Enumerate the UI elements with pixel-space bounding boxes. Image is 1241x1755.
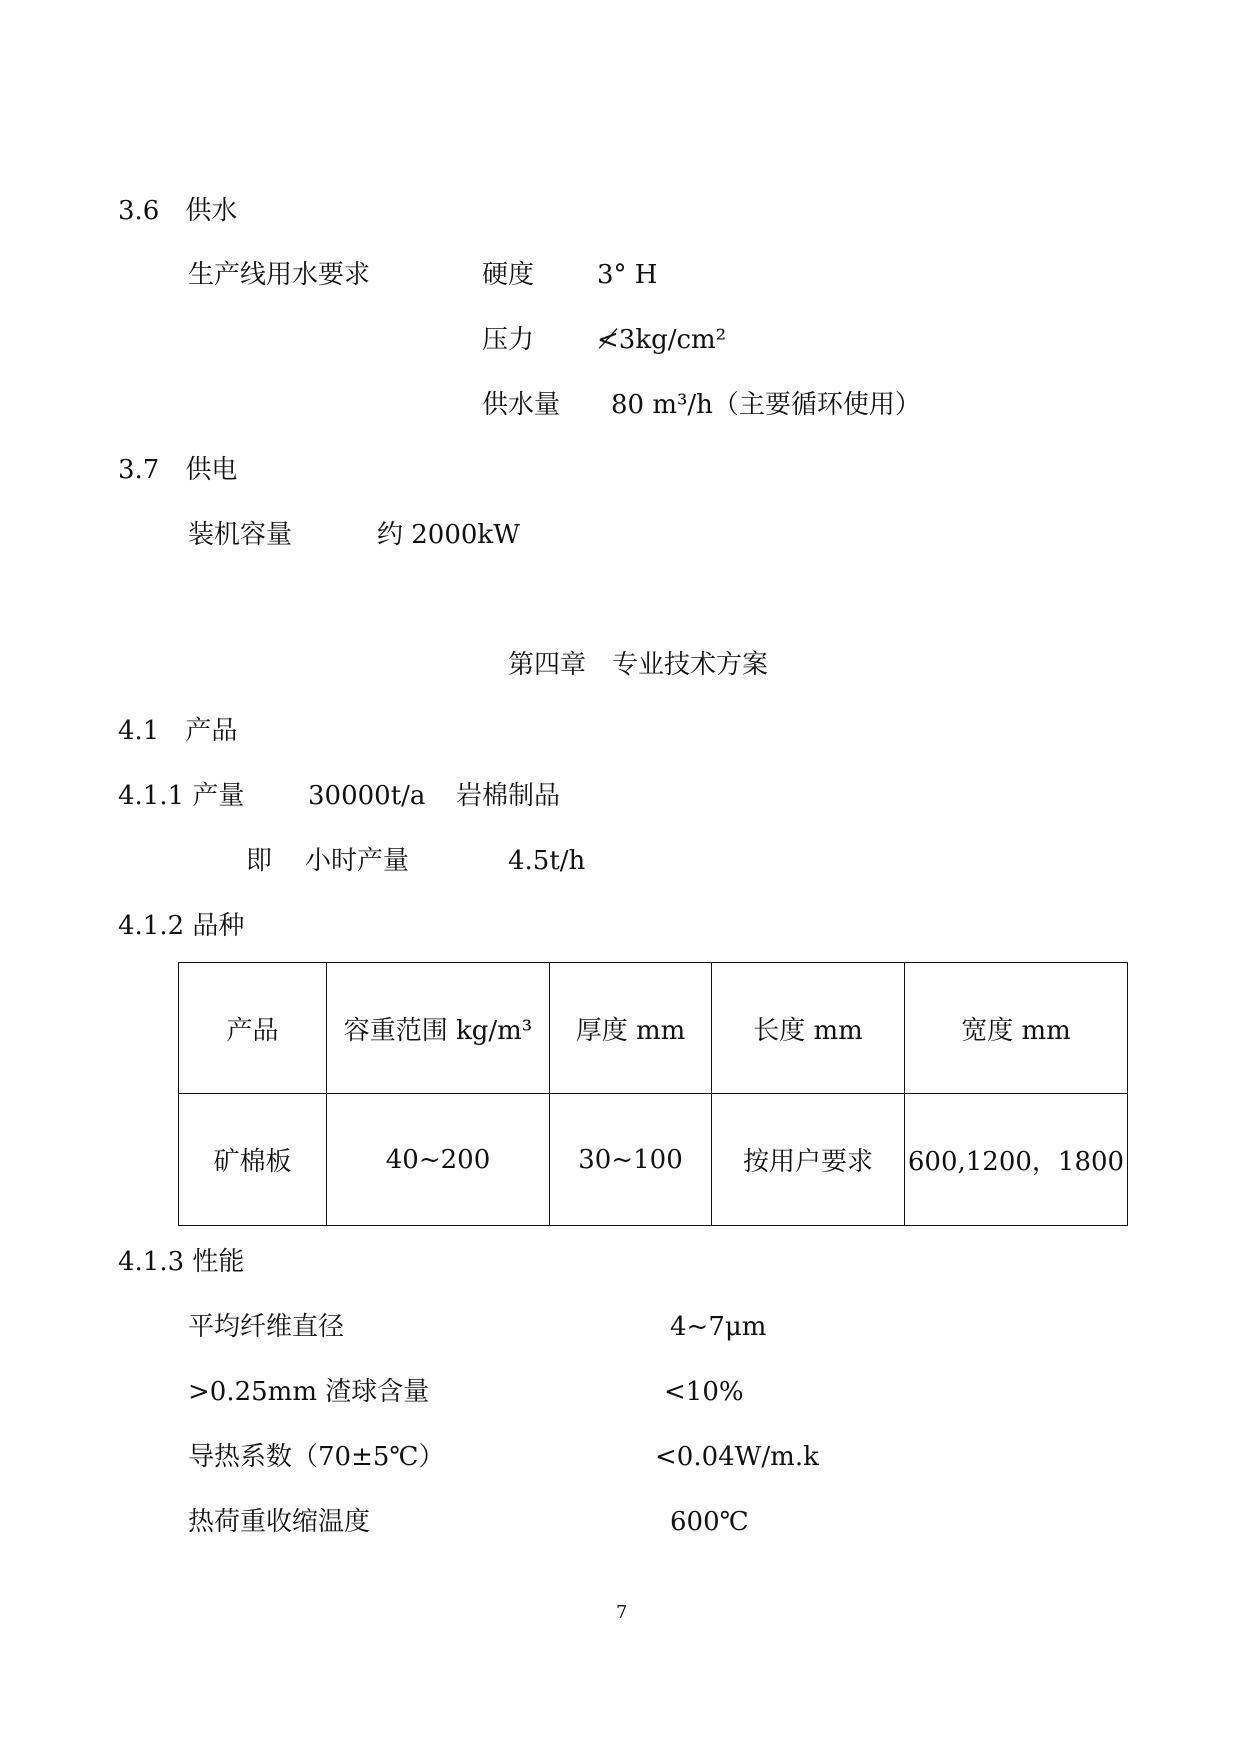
perf-value: 4~7μm — [670, 1312, 767, 1342]
table-header-cell: 长度 mm — [712, 963, 905, 1094]
water-supply-label: 供水量 — [482, 390, 561, 420]
perf-value: <10% — [664, 1377, 744, 1407]
table-header-cell: 容重范围 kg/m³ — [327, 963, 550, 1094]
hourly-output-label: 小时产量 — [305, 846, 410, 876]
installed-capacity-label: 装机容量 — [188, 520, 293, 550]
table-header-cell: 厚度 mm — [550, 963, 712, 1094]
hourly-output-value: 4.5t/h — [508, 846, 586, 876]
perf-value: 600℃ — [670, 1507, 749, 1537]
table-header-row — [179, 963, 1128, 1094]
table-header-cell: 宽度 mm — [905, 963, 1128, 1094]
table-cell: 按用户要求 — [712, 1094, 905, 1226]
hardness-label: 硬度 — [482, 260, 535, 290]
section-4-1-heading: 4.1 产品 — [118, 716, 238, 746]
section-4-1-2-heading: 4.1.2 品种 — [118, 911, 245, 941]
perf-value: <0.04W/m.k — [655, 1442, 819, 1472]
section-4-1-3-heading: 4.1.3 性能 — [118, 1247, 245, 1277]
pressure-value: ≮3kg/cm² — [597, 325, 727, 355]
product-type: 岩棉制品 — [456, 781, 561, 811]
table-cell: 40~200 — [327, 1094, 550, 1226]
chapter-title: 第四章 专业技术方案 — [508, 650, 769, 680]
water-requirement-label: 生产线用水要求 — [188, 260, 371, 290]
table-cell: 600,1200，1800 — [905, 1094, 1128, 1226]
table-header-cell: 产品 — [179, 963, 327, 1094]
table-row — [179, 1094, 1128, 1226]
table-cell: 矿棉板 — [179, 1094, 327, 1226]
perf-label: 导热系数（70±5℃） — [188, 1442, 445, 1472]
annual-output-value: 30000t/a — [308, 781, 426, 811]
product-variety-table — [178, 962, 1128, 1226]
installed-capacity-value: 约 2000kW — [377, 520, 520, 550]
page-number: 7 — [616, 1602, 628, 1623]
section-3-7-heading: 3.7 供电 — [118, 455, 238, 485]
hardness-value: 3° H — [597, 260, 658, 290]
section-4-1-1-label: 4.1.1 产量 — [118, 781, 245, 811]
section-3-6-heading: 3.6 供水 — [118, 196, 238, 226]
water-supply-value: 80 m³/h（主要循环使用） — [611, 390, 921, 420]
perf-label: >0.25mm 渣球含量 — [188, 1377, 430, 1407]
table-cell: 30~100 — [550, 1094, 712, 1226]
perf-label: 平均纤维直径 — [188, 1312, 345, 1342]
perf-label: 热荷重收缩温度 — [188, 1507, 371, 1537]
hourly-prefix: 即 — [246, 846, 273, 876]
pressure-label: 压力 — [482, 325, 535, 355]
